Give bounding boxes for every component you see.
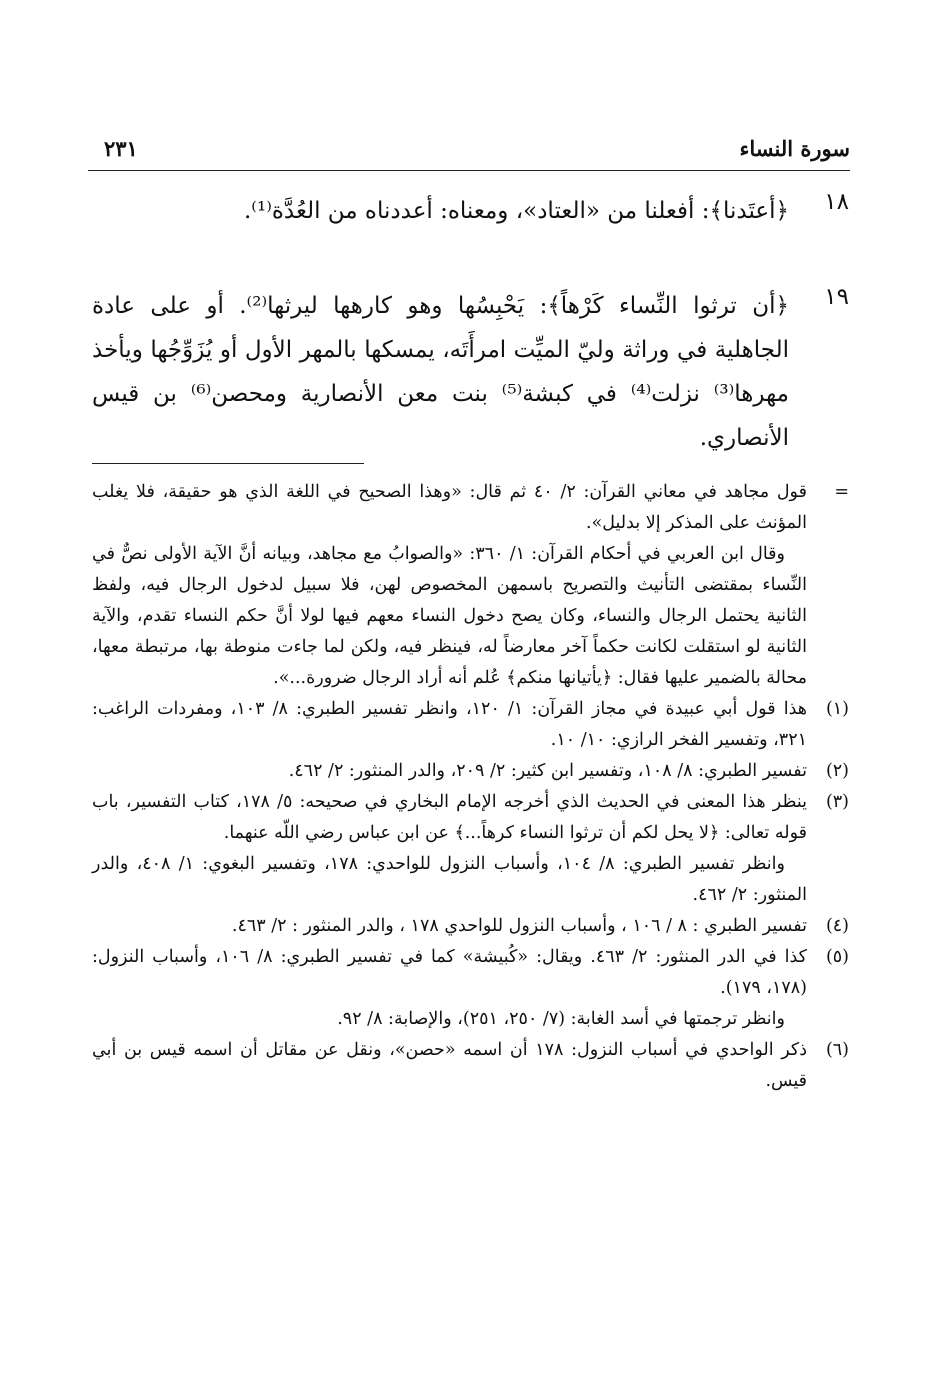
footnote-paragraph: قول مجاهد في معاني القرآن: ٢/ ٤٠ ثم قال: «وهذا الصحيح في اللغة الذي هو حقيقة، فلا يغلب المؤنث على المذكر إلا بدليل». xyxy=(92,482,807,533)
footnote-1 xyxy=(92,694,849,756)
footnote-mark: (٣) xyxy=(825,792,849,812)
footnote-mark: (٢) xyxy=(825,761,849,781)
entry-18 xyxy=(92,189,849,233)
footnote-paragraph: ذكر الواحدي في أسباب النزول: ١٧٨ أن اسمه «حصن»، ونقل عن مقاتل أن اسمه قيس بن أبي قيس. xyxy=(92,1040,807,1091)
footnote-4 xyxy=(92,911,849,942)
footnote-mark: (٤) xyxy=(825,916,849,936)
entry-number: ١٩ xyxy=(824,284,849,310)
surah-title: سورة النساء xyxy=(739,136,850,161)
footnote-mark: = xyxy=(834,482,849,502)
page-number: ٢٣١ xyxy=(104,136,138,161)
footnote-mark: (٦) xyxy=(825,1040,849,1060)
footnote-5 xyxy=(92,942,849,1035)
footnote-separator xyxy=(92,463,364,464)
entry-text: ﴿أن ترثوا النِّساء كَرْهاً﴾: يَحْبِسُها وهو كارهها ليرثها⁽²⁾. أو على عادة الجاهلية في وراثة وليّ الميِّت امرأَتَه، يمسكها بالمهر الأول أو يُزَوِّجُها ويأخذ مهرها⁽³⁾ نزلت⁽⁴⁾ في كبشة⁽⁵⁾ بنت معن الأنصارية ومحصن⁽⁶⁾ بن قيس الأنصاري. xyxy=(92,293,789,451)
footnote-paragraph: ينظر هذا المعنى في الحديث الذي أخرجه الإمام البخاري في صحيحه: ٥/ ١٧٨، كتاب التفسير، باب قوله تعالى: ﴿لا يحل لكم أن ترثوا النساء كرهاً...﴾ عن ابن عباس رضي اللّه عنهما. xyxy=(92,792,807,843)
footnote-mark: (٥) xyxy=(825,947,849,967)
footnotes xyxy=(92,477,849,1097)
footnote-2 xyxy=(92,756,849,787)
footnote-6 xyxy=(92,1035,849,1097)
footnote-paragraph: وانظر ترجمتها في أسد الغابة: (٧/ ٢٥٠، ٢٥١)، والإصابة: ٨/ ٩٢. xyxy=(337,1009,785,1029)
footnote-continuation xyxy=(92,477,849,694)
footnote-paragraph: تفسير الطبري: ٨/ ١٠٨، وتفسير ابن كثير: ٢/ ٢٠٩، والدر المنثور: ٢/ ٤٦٢. xyxy=(288,761,807,781)
footnote-paragraph: تفسير الطبري : ٨ / ١٠٦ ، وأسباب النزول للواحدي ١٧٨ ، والدر المنثور : ٢/ ٤٦٣. xyxy=(231,916,807,936)
footnote-paragraph: كذا في الدر المنثور: ٢/ ٤٦٣. ويقال: «كُبيشة» كما في تفسير الطبري: ٨/ ١٠٦، وأسباب النزول: (١٧٨، ١٧٩). xyxy=(92,947,807,998)
footnote-paragraph: وقال ابن العربي في أحكام القرآن: ١/ ٣٦٠: «والصوابُ مع مجاهد، وبيانه أنَّ الآية الأولى نصٌّ في النِّساء بمقتضى التأنيث والتصريح باسمهن المخصوص لهن، فلا سبيل لدخول الرجال فيه، ولفظ الثانية يحتمل الرجال والنساء، وكان يصح دخول النساء معهم فيها لولا أنَّ حكم النساء تقدم، والآية الثانية لو استقلت لكانت حكماً آخر معارضاً له، فينظر فيه، ولكن لما جاءت منوطة بها، مرتبطة معها، محالة بالضمير عليها فقال: ﴿يأتيانها منكم﴾ عُلم أنه أراد الرجال ضرورة...». xyxy=(92,544,807,688)
footnote-paragraph: وانظر تفسير الطبري: ٨/ ١٠٤، وأسباب النزول للواحدي: ١٧٨، وتفسير البغوي: ١/ ٤٠٨، والدر المنثور: ٢/ ٤٦٢. xyxy=(92,854,807,905)
entry-number: ١٨ xyxy=(824,189,849,215)
footnote-3 xyxy=(92,787,849,911)
footnote-mark: (١) xyxy=(825,699,849,719)
running-head xyxy=(88,130,850,171)
entry-text: ﴿أعتَدنا﴾: أفعلنا من «العتاد»، ومعناه: أعددناه من العُدَّة⁽¹⁾. xyxy=(244,198,789,224)
entry-19 xyxy=(92,284,849,460)
footnote-paragraph: هذا قول أبي عبيدة في مجاز القرآن: ١/ ١٢٠، وانظر تفسير الطبري: ٨/ ١٠٣، ومفردات الراغب: ٣٢١، وتفسير الفخر الرازي: ١٠/ ١٠. xyxy=(92,699,807,750)
